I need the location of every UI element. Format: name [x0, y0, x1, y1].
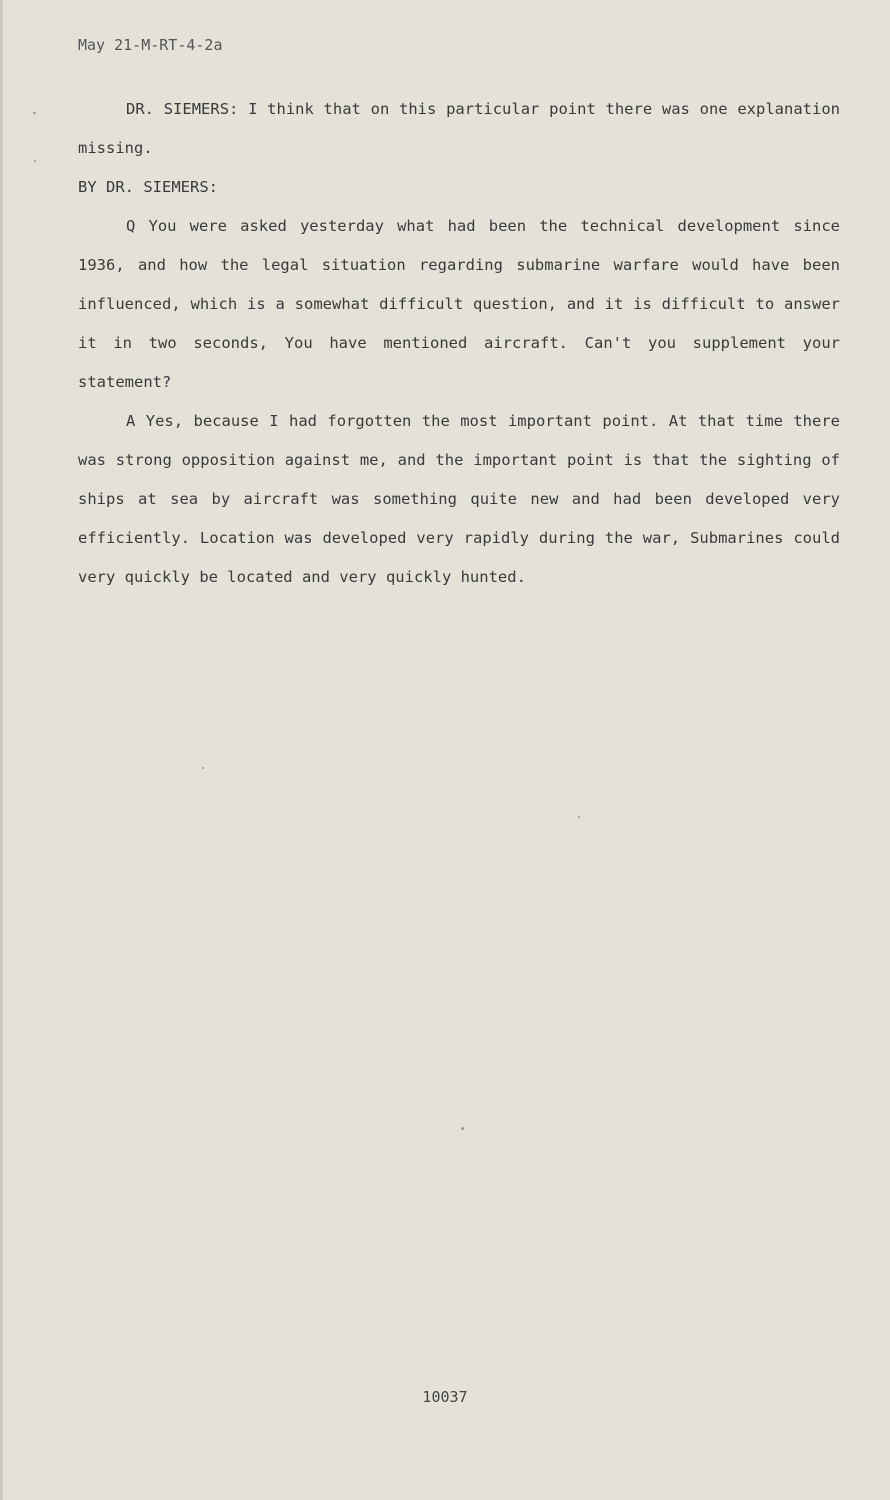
paper-speck — [461, 1127, 464, 1130]
paragraph-answer: A Yes, because I had forgotten the most important point. At that time there was strong opposition against me, and the important point is that the sighting of ships at sea by aircraft was something quite new and had been developed very efficiently. Location was developed very rapidly during the war, Submarines could very quickly be located and very quickly hunted. — [78, 412, 840, 586]
paper-speck — [202, 767, 204, 769]
paragraph-question: Q You were asked yesterday what had been the technical development since 1936, and how the legal situation regarding submarine warfare would have been influenced, which is a somewhat difficult question, and it is difficult to answer it in two seconds, You have mentioned aircraft. Can't you supplement your statement? — [78, 217, 840, 391]
page-edge — [0, 0, 3, 1500]
document-body — [78, 90, 840, 597]
document-header: May 21-M-RT-4-2a — [78, 36, 223, 54]
examiner-byline: BY DR. SIEMERS: — [78, 178, 218, 196]
paragraph-siemers-remark: DR. SIEMERS: I think that on this particular point there was one explanation missing. — [78, 100, 840, 157]
paper-speck — [578, 816, 580, 818]
page-number: 10037 — [422, 1388, 468, 1406]
paper-speck — [33, 112, 36, 114]
paper-speck — [34, 160, 36, 162]
